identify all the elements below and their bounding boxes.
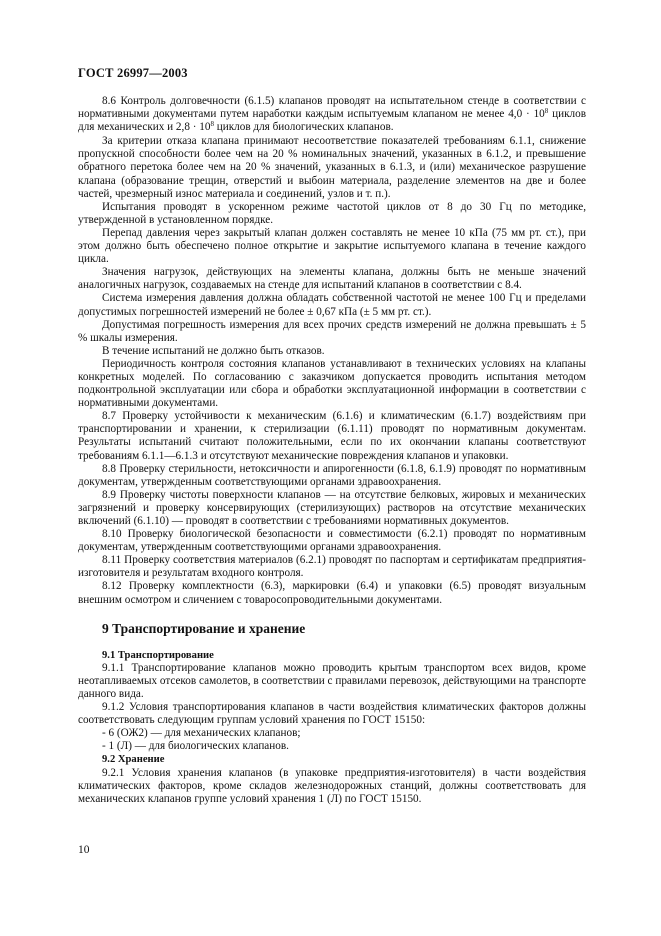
paragraph-no-failures: В течение испытаний не должно быть отказов. — [102, 344, 325, 357]
paragraph-8-6: 8.6 Контроль долговечности (6.1.5) клапанов проводят на испытательном стенде в соответствии с нормативными документами путем наработки каждым испытуемым клапаном не менее $4,0 \cdot 10^8$ циклов для механических и $2,8 \cdot 10^8$ циклов для биологических клапанов. — [78, 95, 586, 134]
paragraph-8-10: 8.10 Проверку биологической безопасности и совместимости (6.2.1) проводят по нормативным документам, утвержденным соответствующими органами здравоохранения. — [78, 528, 586, 554]
paragraph-8-8: 8.8 Проверку стерильности, нетоксичности и апирогенности (6.1.8, 6.1.9) проводят по нормативным документам, утвержденным соответствующими органами здравоохранения. — [78, 462, 586, 488]
paragraph-pressure-drop: Перепад давления через закрытый клапан должен составлять не менее 10 кПа (75 мм рт. ст.), при этом должно быть обеспечено полное открытие и закрытие испытуемого клапана в течение каждого цикла. — [78, 226, 586, 266]
paragraph-loads: Значения нагрузок, действующих на элементы клапана, должны быть не меньше значений аналогичных нагрузок, создаваемых на стенде для испытаний клапанов в соответствии с 8.4. — [78, 266, 586, 292]
paragraph-failure-criteria: За критерии отказа клапана принимают несоответствие показателей требованиям 6.1.1, снижение пропускной способности более чем на 20 % номинальных значений, указанных в 6.1.2, и превышение обратного перетока более чем на 20 % значений, указанных в 6.1.3, и (или) механическое разрушение клапана (образование трещин, отверстий и выбоин материала, разделение элементов на две и более частей, чрезмерный износ материала и соединений, узлов и т. п.). — [78, 135, 586, 200]
subsection-title-transport: 9.1 Транспортирование — [102, 649, 214, 661]
paragraph-measurement-system: Система измерения давления должна обладать собственной частотой не менее 100 Гц и пределами допустимых погрешностей измерений не более ± 0,67 кПа (± 5 мм рт. ст.). — [78, 292, 586, 318]
subsection-title-storage: 9.2 Хранение — [102, 754, 165, 766]
paragraph-9-1-2: 9.1.2 Условия транспортирования клапанов в части воздействия климатических факторов должны соответствовать следующим группам условий хранения по ГОСТ 15150: — [78, 701, 586, 727]
document-body — [78, 95, 586, 806]
section-title: 9 Транспортирование и хранение — [102, 620, 306, 636]
page-number: 10 — [78, 844, 90, 856]
document-header: ГОСТ 26997—2003 — [78, 66, 188, 80]
list-item: - 6 (ОЖ2) — для механических клапанов; — [102, 727, 301, 740]
paragraph-8-11: 8.11 Проверку соответствия материалов (6.2.1) проводят по паспортам и сертификатам предприятия-изготовителя и результатам входного контроля. — [78, 554, 586, 580]
paragraph-9-1-1: 9.1.1 Транспортирование клапанов можно проводить крытым транспортом всех видов, кроме неотапливаемых отсеков самолетов, в соответствии с правилами перевозок, действующими на транспорте данного вида. — [78, 661, 586, 700]
paragraph-tolerance: Допустимая погрешность измерения для всех прочих средств измерений не должна превышать ± 5 % шкалы измерения. — [78, 318, 586, 344]
paragraph-accelerated-test: Испытания проводят в ускоренном режиме частотой циклов от 8 до 30 Гц по методике, утвержденной в установленном порядке. — [78, 200, 586, 226]
paragraph-8-9: 8.9 Проверку чистоты поверхности клапанов — на отсутствие белковых, жировых и механических загрязнений и проверку консервирующих (стерилизующих) растворов на отсутствие механических включений (6.1.10) — проводят в соответствии с требованиями нормативных документов. — [78, 488, 586, 527]
paragraph-9-2-1: 9.2.1 Условия хранения клапанов (в упаковке предприятия-изготовителя) в части воздействия климатических факторов, кроме складов железнодорожных станций, должны соответствовать для механических клапанов группе условий хранения 1 (Л) по ГОСТ 15150. — [78, 766, 586, 805]
paragraph-8-7: 8.7 Проверку устойчивости к механическим (6.1.6) и климатическим (6.1.7) воздействиям при транспортировании и хранении, к стерилизации (6.1.11) проводят по нормативным документам. Результаты испытаний считают положительными, если по их окончании клапаны соответствуют требованиям 6.1.1—6.1.3 и отсутствуют механические повреждения клапанов и упаковки. — [78, 410, 586, 462]
list-item: - 1 (Л) — для биологических клапанов. — [102, 740, 289, 753]
paragraph-periodicity: Периодичность контроля состояния клапанов устанавливают в технических условиях на клапаны конкретных моделей. По согласованию с заказчиком допускается проводить испытания методом подконтрольной эксплуатации или сбора и обработки эксплуатационной информации в соответствии с нормативными документами. — [78, 357, 586, 410]
paragraph-8-12: 8.12 Проверку комплектности (6.3), маркировки (6.4) и упаковки (6.5) проводят визуальным внешним осмотром и сличением с товаросопроводительными документами. — [78, 580, 586, 606]
